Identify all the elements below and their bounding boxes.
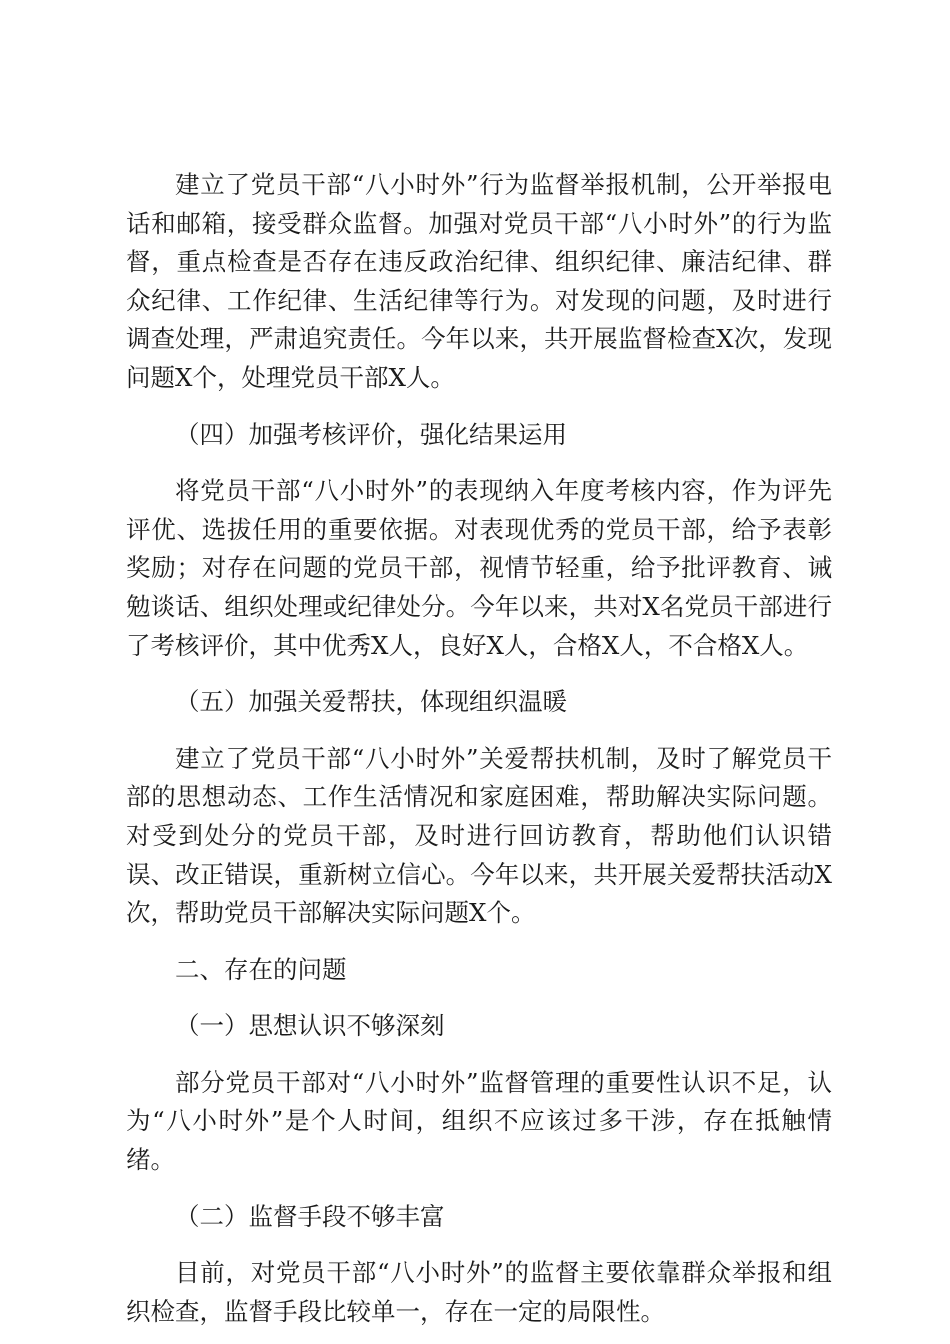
paragraph-awareness: 部分党员干部对“八小时外”监督管理的重要性认识不足，认为“八小时外”是个人时间，组织不应该过多干涉，存在抵触情绪。 bbox=[126, 1067, 832, 1175]
heading-care-support: （五）加强关爱帮扶，体现组织温暖 bbox=[175, 687, 567, 717]
heading-assessment: （四）加强考核评价，强化结果运用 bbox=[175, 419, 567, 449]
paragraph-supervision-means: 目前，对党员干部“八小时外”的监督主要依靠群众举报和组织检查，监督手段比较单一，存在一定的局限性。 bbox=[126, 1258, 832, 1326]
paragraph-care-support: 建立了党员干部“八小时外”关爱帮扶机制，及时了解党员干部的思想动态、工作生活情况和家庭困难，帮助解决实际问题。对受到处分的党员干部，及时进行回访教育，帮助他们认识错误、改正错误，重新树立信心。今年以来，共开展关爱帮扶活动X次，帮助党员干部解决实际问题X个。 bbox=[126, 743, 832, 928]
paragraph-reporting-mechanism: 建立了党员干部“八小时外”行为监督举报机制，公开举报电话和邮箱，接受群众监督。加强对党员干部“八小时外”的行为监督，重点检查是否存在违反政治纪律、组织纪律、廉洁纪律、群众纪律、工作纪律、生活纪律等行为。对发现的问题，及时进行调查处理，严肃追究责任。今年以来，共开展监督检查X次，发现问题X个，处理党员干部X人。 bbox=[126, 170, 832, 392]
heading-awareness: （一）思想认识不够深刻 bbox=[175, 1011, 445, 1041]
heading-existing-problems: 二、存在的问题 bbox=[175, 954, 347, 984]
document-page bbox=[126, 166, 832, 1331]
paragraph-assessment: 将党员干部“八小时外”的表现纳入年度考核内容，作为评先评优、选拔任用的重要依据。对表现优秀的党员干部，给予表彰奖励；对存在问题的党员干部，视情节轻重，给予批评教育、诫勉谈话、组织处理或纪律处分。今年以来，共对X名党员干部进行了考核评价，其中优秀X人，良好X人，合格X人，不合格X人。 bbox=[126, 476, 832, 660]
heading-supervision-means: （二）监督手段不够丰富 bbox=[175, 1201, 445, 1231]
